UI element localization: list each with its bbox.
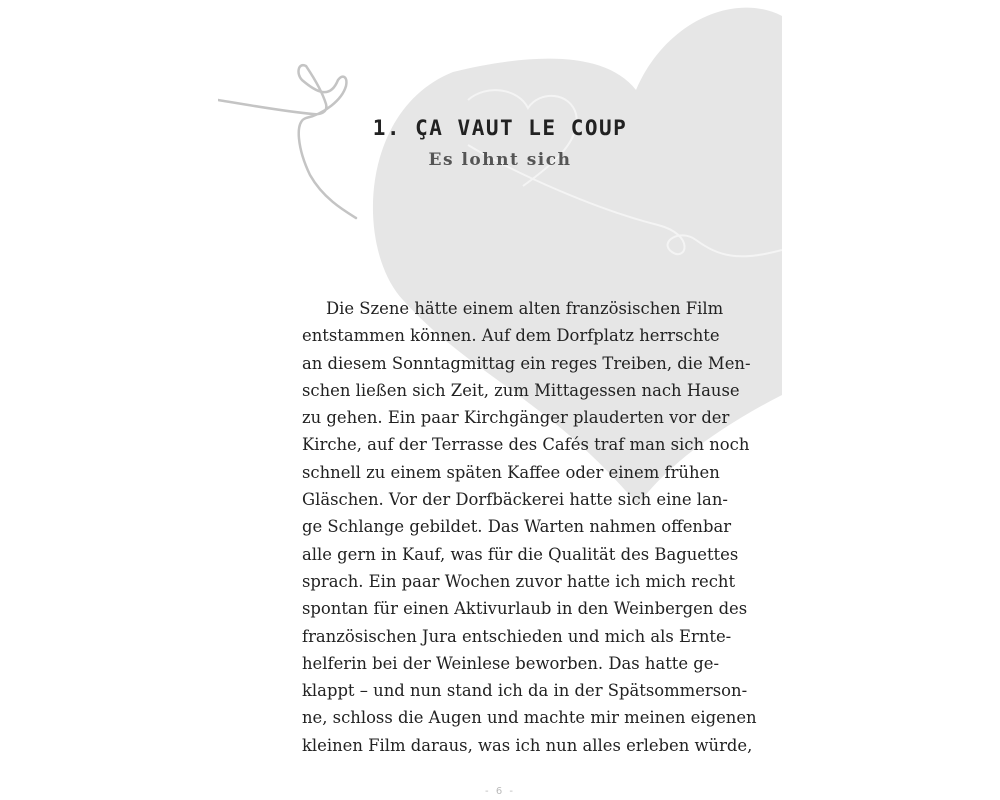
body-line: schnell zu einem späten Kaffee oder einem frühen xyxy=(302,462,720,482)
body-line: spontan für einen Aktivurlaub in den Weinbergen des xyxy=(302,599,748,619)
page-number: - 6 - xyxy=(485,786,515,797)
body-line: klappt – und nun stand ich da in der Spätsommerson- xyxy=(302,681,748,701)
body-line: kleinen Film daraus, was ich nun alles erleben würde, xyxy=(302,735,753,755)
body-line: Kirche, auf der Terrasse des Cafés traf man sich noch xyxy=(302,435,750,455)
book-page xyxy=(218,0,782,800)
body-line: alle gern in Kauf, was für die Qualität des Baguettes xyxy=(302,544,739,564)
body-line: an diesem Sonntagmittag ein reges Treiben, die Men- xyxy=(302,353,751,373)
body-line: Gläschen. Vor der Dorfbäckerei hatte sich eine lan- xyxy=(302,490,728,510)
body-line: ne, schloss die Augen und machte mir meinen eigenen xyxy=(302,708,757,728)
body-line: zu gehen. Ein paar Kirchgänger plauderten vor der xyxy=(302,408,730,428)
body-line: entstammen können. Auf dem Dorfplatz herrschte xyxy=(302,326,720,346)
body-line: sprach. Ein paar Wochen zuvor hatte ich mich recht xyxy=(302,571,736,591)
chapter-subtitle: Es lohnt sich xyxy=(428,150,572,170)
body-text xyxy=(302,295,757,759)
body-line: französischen Jura entschieden und mich als Ernte- xyxy=(302,626,732,646)
body-line: Die Szene hätte einem alten französischen Film xyxy=(326,299,724,318)
chapter-title: 1. ÇA VAUT LE COUP xyxy=(372,116,628,140)
body-line: helferin bei der Weinlese beworben. Das hatte ge- xyxy=(302,653,720,673)
body-line: schen ließen sich Zeit, zum Mittagessen nach Hause xyxy=(302,380,740,400)
body-line: ge Schlange gebildet. Das Warten nahmen offenbar xyxy=(302,517,732,537)
